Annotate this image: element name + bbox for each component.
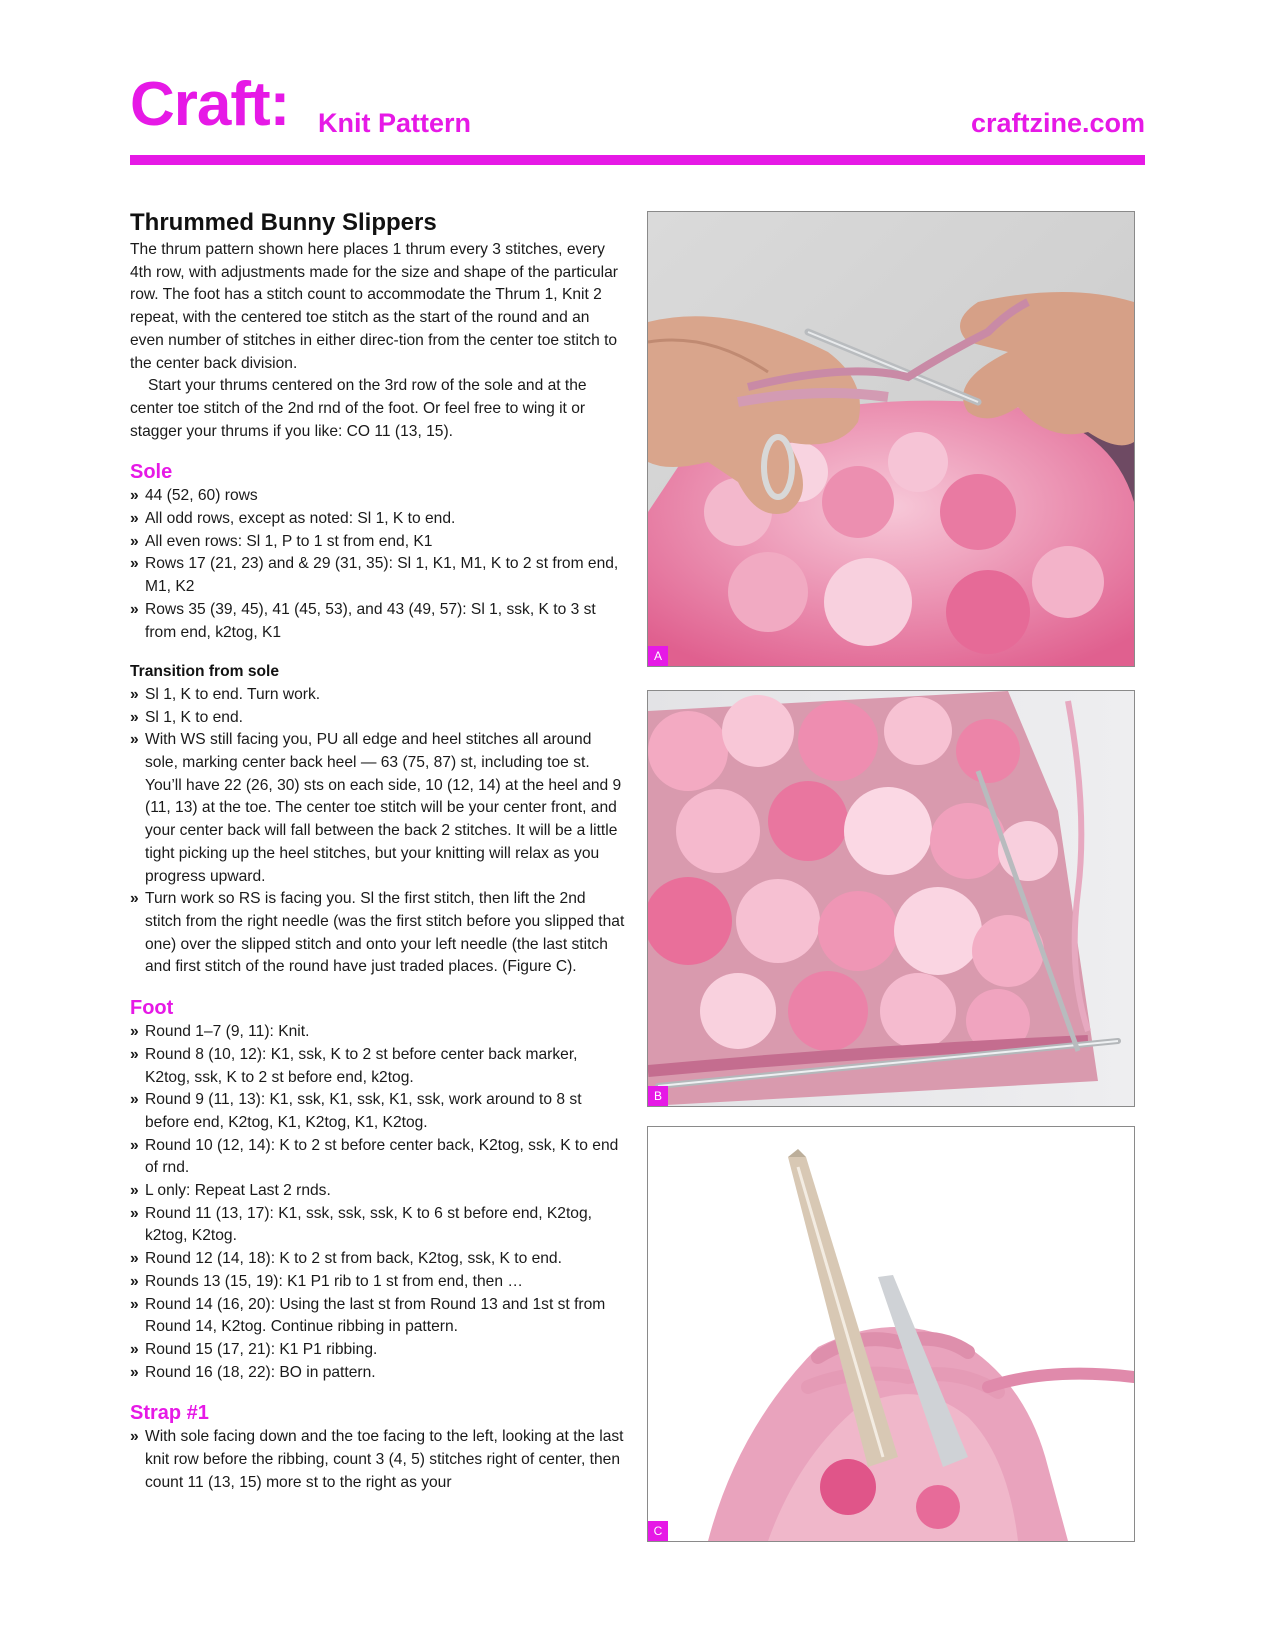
sole-steps [130,485,625,644]
intro-paragraph-2: Start your thrums centered on the 3rd row of the sole and at the center toe stitch of the 2nd rnd of the foot. Or feel free to wing it or stagger your thrums if you like: CO 11 (13, 15). [130,377,587,440]
bullet-marker: » [130,1204,139,1222]
bullet-marker: » [130,510,139,528]
bullet-marker: » [130,890,139,908]
list-item: » Round 14 (16, 20): Using the last st from Round 13 and 1st st from Round 14, K2tog. Continue ribbing in pattern. [130,1295,606,1336]
needle-tips-image [648,1127,1134,1541]
bullet-marker: » [130,708,139,726]
figure-label-c: C [648,1521,668,1541]
figure-label-b: B [648,1086,668,1106]
bullet-marker: » [130,600,139,618]
list-item: » Sl 1, K to end. Turn work. [130,684,625,707]
article-body [130,208,625,1494]
bullet-marker: » [130,1023,139,1041]
transition-steps [130,684,625,979]
section-heading-strap: Strap #1 [130,1402,209,1425]
header-divider [130,155,1145,165]
thrummed-fabric-image [648,691,1134,1106]
bullet-marker: » [130,685,139,703]
list-item: » Round 10 (12, 14): K to 2 st before center back, K2tog, ssk, K to end of rnd. [130,1136,619,1177]
bullet-marker: » [130,1250,139,1268]
brand-logo: Craft: [130,70,290,139]
list-item: » 44 (52, 60) rows [130,485,625,508]
intro-paragraph-1: The thrum pattern shown here places 1 thrum every 3 stitches, every 4th row, with adjustments made for the size and shape of the particular row. The foot has a stitch count to accommodate the Thrum 1, Knit 2 repeat, with the centered toe stitch as the start of the round and an even number of stitches in either direc-tion from the center toe stitch to the center back division. [130,241,619,372]
bullet-marker: » [130,1428,139,1446]
list-item: » Rows 35 (39, 45), 41 (45, 53), and 43 (49, 57): Sl 1, ssk, K to 3 st from end, k2tog, K1 [130,600,596,641]
strap-steps [130,1426,625,1494]
bullet-marker: » [130,1136,139,1154]
bullet-marker: » [130,555,139,573]
page-header [130,70,1145,140]
bullet-marker: » [130,487,139,505]
list-item: » All odd rows, except as noted: Sl 1, K to end. [130,508,625,531]
list-item: » Rounds 13 (15, 19): K1 P1 rib to 1 st from end, then … [130,1271,625,1294]
bullet-marker: » [130,1272,139,1290]
list-item: » Turn work so RS is facing you. Sl the first stitch, then lift the 2nd stitch from the right needle (was the first stitch before you slipped that one) over the slipped stitch and onto your left needle (the last stitch and first stitch of the round have just traded places. (Figure C). [130,890,625,976]
article-title: Thrummed Bunny Slippers [130,209,437,236]
figure-b-photo [647,690,1135,1107]
site-url[interactable]: craftzine.com [970,108,1145,138]
figure-c-photo [647,1126,1135,1542]
subheading-transition: Transition from sole [130,663,280,681]
list-item: » Round 12 (14, 18): K to 2 st from back, K2tog, ssk, K to end. [130,1248,625,1271]
list-item: » Sl 1, K to end. [130,707,625,730]
list-item: » Round 1–7 (9, 11): Knit. [130,1021,625,1044]
list-item: » Round 15 (17, 21): K1 P1 ribbing. [130,1339,625,1362]
bullet-marker: » [130,1340,139,1358]
bullet-marker: » [130,1182,139,1200]
list-item: » L only: Repeat Last 2 rnds. [130,1180,625,1203]
list-item: » Round 8 (10, 12): K1, ssk, K to 2 st before center back marker, K2tog, ssk, K to 2 st before end, k2tog. [130,1045,578,1086]
figure-label-a: A [648,646,668,666]
list-item: » With sole facing down and the toe facing to the left, looking at the last knit row before the ribbing, count 3 (4, 5) stitches right of center, then count 11 (13, 15) more st to the right as your [130,1428,624,1491]
bullet-marker: » [130,1045,139,1063]
list-item: » Rows 17 (21, 23) and & 29 (31, 35): Sl 1, K1, M1, K to 2 st from end, M1, K2 [130,555,619,596]
bullet-marker: » [130,1091,139,1109]
hands-knitting-image [648,212,1134,666]
list-item: » Round 9 (11, 13): K1, ssk, K1, ssk, K1, ssk, work around to 8 st before end, K2tog, K1, K2tog, K1, K2tog. [130,1091,582,1131]
bullet-marker: » [130,1363,139,1381]
list-item: » With WS still facing you, PU all edge and heel stitches all around sole, marking center back heel — 63 (75, 87) st, including toe st. You’ll have 22 (26, 30) sts on each side, 10 (12, 14) at the heel and 9 (11, 13) at the toe. The center toe stitch will be your center front, and your center back will fall between the back 2 stitches. It will be a little tight picking up the heel stitches, but your knitting will relax as you progress upward. [130,731,622,885]
list-item: » Round 11 (13, 17): K1, ssk, ssk, ssk, K to 6 st before end, K2tog, k2tog, K2tog. [130,1204,592,1245]
page-category: Knit Pattern [318,108,472,138]
section-heading-foot: Foot [130,997,174,1020]
bullet-marker: » [130,1295,139,1313]
bullet-marker: » [130,532,139,550]
figure-a-photo [647,211,1135,667]
list-item: » All even rows: Sl 1, P to 1 st from end, K1 [130,531,625,554]
list-item: » Round 16 (18, 22): BO in pattern. [130,1362,625,1385]
bullet-marker: » [130,731,139,749]
foot-steps [130,1021,625,1384]
section-heading-sole: Sole [130,461,173,484]
